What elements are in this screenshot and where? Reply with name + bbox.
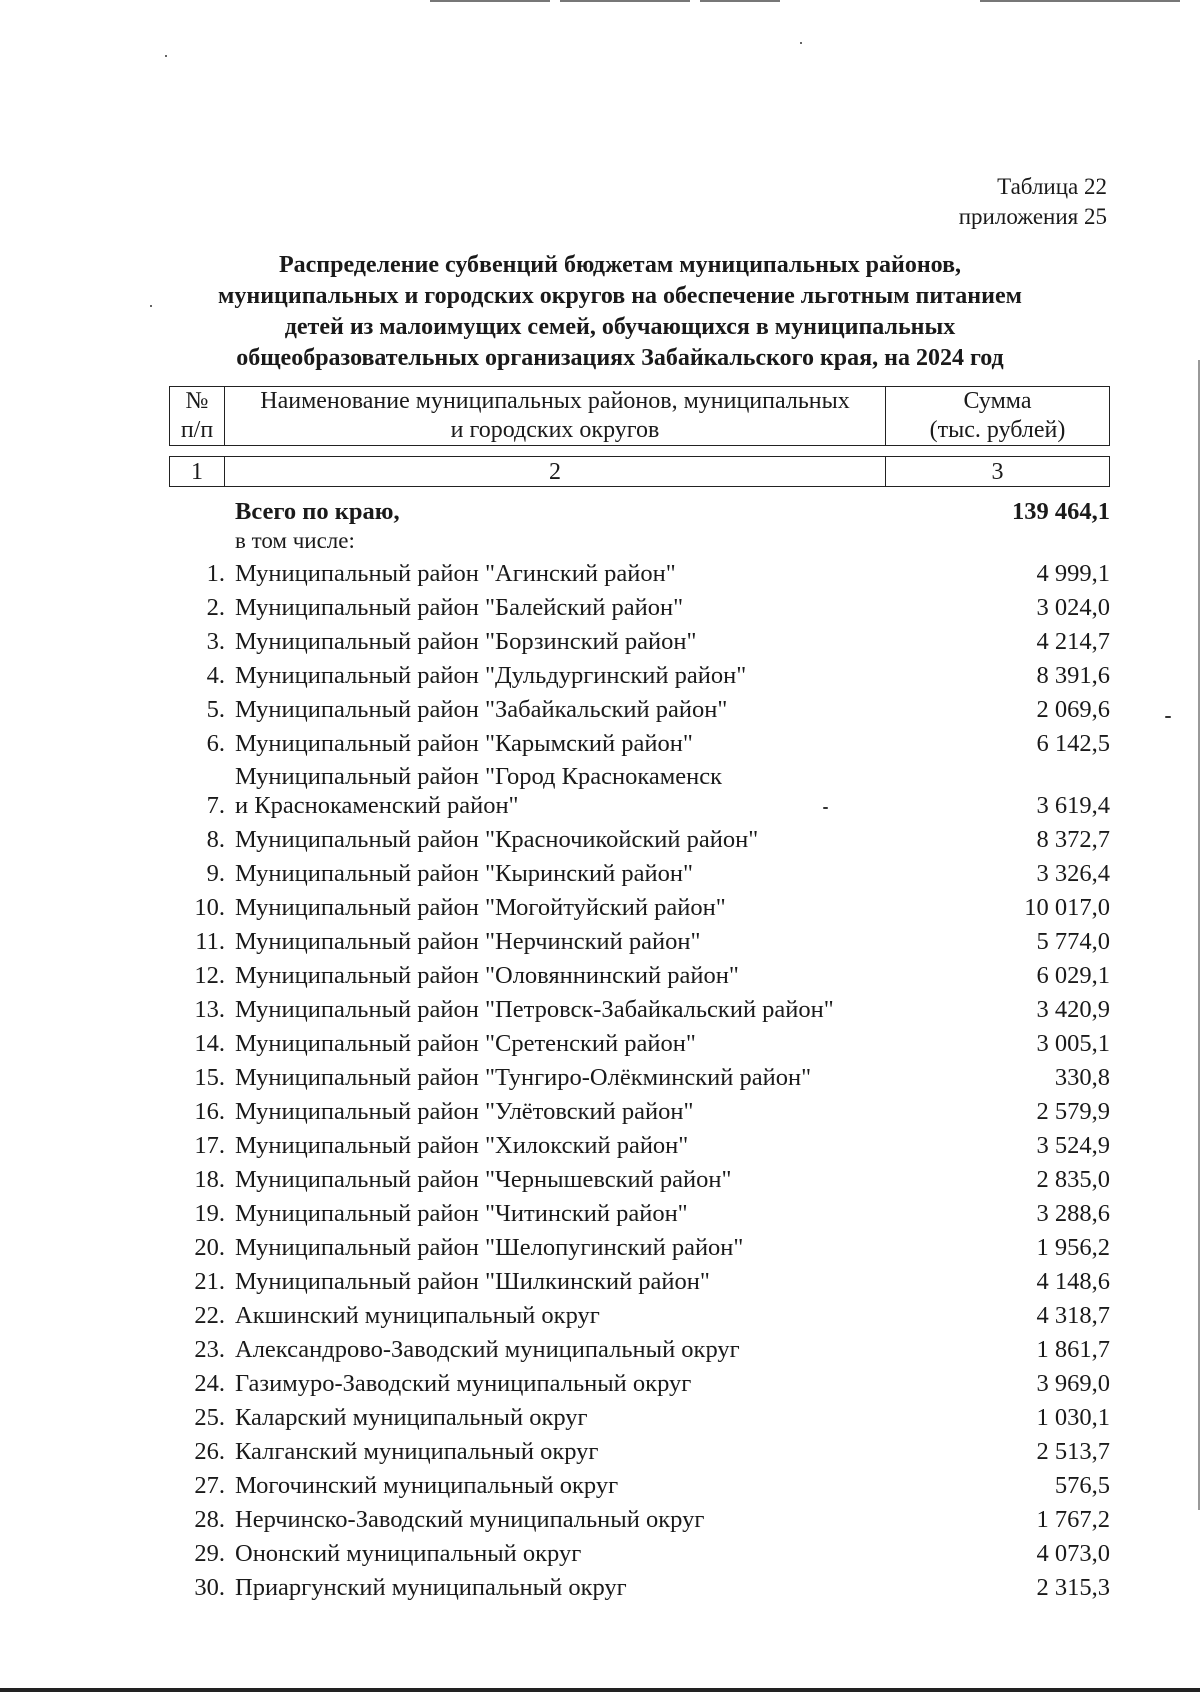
table-reference (959, 172, 1107, 232)
row-name: Муниципальный район "Шелопугинский район" (235, 1234, 744, 1261)
scan-speck (150, 305, 152, 307)
row-number: 10. (194, 894, 225, 921)
row-name: Муниципальный район "Оловяннинский район" (235, 962, 739, 989)
row-value: 3 524,9 (1036, 1132, 1110, 1159)
row-number: 26. (194, 1438, 225, 1465)
row-list (169, 554, 1110, 1602)
total-value: 139 464,1 (1012, 498, 1110, 525)
row-name: Муниципальный район "Чернышевский район" (235, 1166, 732, 1193)
row-number: 13. (194, 996, 225, 1023)
row-number: 9. (206, 860, 225, 887)
row-name: Александрово-Заводский муниципальный округ (235, 1336, 740, 1363)
header-number-cell (170, 387, 225, 446)
row-number: 29. (194, 1540, 225, 1567)
table-row (169, 1228, 1110, 1262)
table-row (169, 1568, 1110, 1602)
row-value: 2 835,0 (1036, 1166, 1110, 1193)
row-number: 4. (206, 662, 225, 689)
row-value: 4 999,1 (1036, 560, 1110, 587)
title-line: детей из малоимущих семей, обучающихся в муниципальных (284, 314, 956, 340)
table-row (169, 1126, 1110, 1160)
table-row (169, 1194, 1110, 1228)
row-name: Приаргунский муниципальный округ (235, 1574, 627, 1601)
row-name: Муниципальный район "Карымский район" (235, 730, 693, 757)
title-line: общеобразовательных организациях Забайкальского края, на 2024 год (236, 345, 1004, 371)
row-value: 1 767,2 (1036, 1506, 1110, 1533)
table-row (169, 1398, 1110, 1432)
row-number: 30. (194, 1574, 225, 1601)
row-name: Муниципальный район "Шилкинский район" (235, 1268, 710, 1295)
row-number: 21. (194, 1268, 225, 1295)
row-number: 16. (194, 1098, 225, 1125)
row-name: Муниципальный район "Балейский район" (235, 594, 684, 621)
row-value: 3 420,9 (1036, 996, 1110, 1023)
row-number: 23. (194, 1336, 225, 1363)
row-name: Муниципальный район "Борзинский район" (235, 628, 697, 655)
row-value: 4 073,0 (1036, 1540, 1110, 1567)
row-value: 3 969,0 (1036, 1370, 1110, 1397)
row-name: Муниципальный район "Сретенский район" (235, 1030, 696, 1057)
header-sum-sublabel: (тыс. рублей) (929, 417, 1066, 443)
table-row (169, 1160, 1110, 1194)
row-value: 2 513,7 (1036, 1438, 1110, 1465)
scan-speck (1165, 716, 1171, 718)
row-name: Муниципальный район "Кыринский район" (235, 860, 693, 887)
table-row (169, 690, 1110, 724)
row-name: Муниципальный район "Хилокский район" (235, 1132, 689, 1159)
including-label: в том числе: (235, 528, 355, 553)
table-row (169, 758, 1110, 820)
header-number-sublabel: п/п (180, 417, 214, 443)
table-number: Таблица 22 (997, 174, 1107, 199)
table-body (169, 492, 1110, 1602)
row-number: 5. (206, 696, 225, 723)
row-name-line: Муниципальный район "Город Краснокаменск (235, 763, 723, 790)
row-name: Нерчинско-Заводский муниципальный округ (235, 1506, 705, 1533)
column-number: 3 (886, 457, 1110, 487)
table-header (169, 386, 1110, 446)
table-row (169, 922, 1110, 956)
header-name-label: Наименование муниципальных районов, муниципальных (260, 388, 850, 414)
row-value: 576,5 (1054, 1472, 1110, 1499)
row-name: Акшинский муниципальный округ (235, 1302, 600, 1329)
table-row (169, 820, 1110, 854)
row-value: 1 956,2 (1036, 1234, 1110, 1261)
table-row (169, 1092, 1110, 1126)
total-row (169, 492, 1110, 526)
row-value: 3 288,6 (1036, 1200, 1110, 1227)
row-name-line: и Краснокаменский район" (235, 792, 519, 819)
row-name: Газимуро-Заводский муниципальный округ (235, 1370, 692, 1397)
table-row (169, 588, 1110, 622)
row-number: 18. (194, 1166, 225, 1193)
table-row (169, 1024, 1110, 1058)
row-value: 1 030,1 (1036, 1404, 1110, 1431)
row-number: 20. (194, 1234, 225, 1261)
table-row (169, 1466, 1110, 1500)
column-numbers (169, 456, 1110, 487)
table-row (169, 1432, 1110, 1466)
row-number: 3. (206, 628, 225, 655)
table-row (169, 656, 1110, 690)
table-row (169, 622, 1110, 656)
row-number: 8. (206, 826, 225, 853)
scan-top-edge (0, 0, 1200, 3)
table-row (169, 888, 1110, 922)
table-row (169, 990, 1110, 1024)
row-value: 3 024,0 (1036, 594, 1110, 621)
row-value: 4 214,7 (1036, 628, 1110, 655)
row-name: Муниципальный район "Забайкальский район" (235, 696, 728, 723)
row-number: 22. (194, 1302, 225, 1329)
row-name: Муниципальный район "Нерчинский район" (235, 928, 701, 955)
table-row (169, 1500, 1110, 1534)
scan-right-edge (1195, 360, 1200, 1510)
header-sum-cell (886, 387, 1110, 446)
table-row (169, 1058, 1110, 1092)
subtotal-caption-row (169, 526, 1110, 554)
row-value: 8 372,7 (1036, 826, 1110, 853)
row-name: Муниципальный район "Агинский район" (235, 560, 676, 587)
row-number: 1. (206, 560, 225, 587)
row-number: 27. (194, 1472, 225, 1499)
appendix-number: приложения 25 (958, 204, 1107, 229)
row-value: 10 017,0 (1024, 894, 1110, 921)
header-number-label: № (185, 388, 209, 414)
row-value: 4 148,6 (1036, 1268, 1110, 1295)
table-row (169, 956, 1110, 990)
row-value: 2 579,9 (1036, 1098, 1110, 1125)
row-value: 3 005,1 (1036, 1030, 1110, 1057)
row-number: 2. (206, 594, 225, 621)
table-row (169, 1262, 1110, 1296)
row-value: 8 391,6 (1036, 662, 1110, 689)
row-number: 15. (194, 1064, 225, 1091)
scan-speck (165, 55, 167, 57)
row-value: 6 142,5 (1036, 730, 1110, 757)
row-value: 4 318,7 (1036, 1302, 1110, 1329)
row-name: Муниципальный район "Тунгиро-Олёкминский район" (235, 1064, 812, 1091)
row-name: Ононский муниципальный округ (235, 1540, 582, 1567)
row-value: 3 326,4 (1036, 860, 1110, 887)
row-value: 5 774,0 (1036, 928, 1110, 955)
header-name-cell (225, 387, 886, 446)
row-number: 7. (206, 792, 225, 819)
row-number: 11. (195, 928, 225, 955)
row-number: 25. (194, 1404, 225, 1431)
row-value: 2 069,6 (1036, 696, 1110, 723)
row-number: 19. (194, 1200, 225, 1227)
row-value: 330,8 (1054, 1064, 1110, 1091)
table-row (169, 554, 1110, 588)
scan-bottom-edge (0, 1688, 1200, 1692)
row-number: 12. (194, 962, 225, 989)
row-value: 6 029,1 (1036, 962, 1110, 989)
column-number: 2 (225, 457, 886, 487)
table-row (169, 1330, 1110, 1364)
table-row (169, 1364, 1110, 1398)
row-number: 28. (194, 1506, 225, 1533)
row-number: 17. (194, 1132, 225, 1159)
row-value: 1 861,7 (1036, 1336, 1110, 1363)
row-name: Муниципальный район "Красночикойский район" (235, 826, 759, 853)
row-number: 6. (206, 730, 225, 757)
table-row (169, 1534, 1110, 1568)
document-title (165, 250, 1075, 374)
row-name: Могочинский муниципальный округ (235, 1472, 619, 1499)
row-name: Муниципальный район "Читинский район" (235, 1200, 688, 1227)
column-number: 1 (170, 457, 225, 487)
row-number: 14. (194, 1030, 225, 1057)
row-name (229, 762, 950, 820)
row-value: 3 619,4 (1036, 792, 1110, 819)
row-number: 24. (194, 1370, 225, 1397)
title-line: муниципальных и городских округов на обеспечение льготным питанием (218, 283, 1022, 309)
header-name-sublabel: и городских округов (450, 417, 660, 443)
row-name: Калганский муниципальный округ (235, 1438, 599, 1465)
header-sum-label: Сумма (963, 388, 1032, 414)
total-label: Всего по краю, (235, 498, 400, 525)
row-name: Каларский муниципальный округ (235, 1404, 588, 1431)
table-row (169, 854, 1110, 888)
title-line: Распределение субвенций бюджетам муниципальных районов, (278, 252, 962, 278)
scan-speck (800, 42, 802, 44)
row-name: Муниципальный район "Петровск-Забайкальский район" (235, 996, 834, 1023)
row-name: Муниципальный район "Улётовский район" (235, 1098, 694, 1125)
row-name: Муниципальный район "Дульдургинский район" (235, 662, 747, 689)
table-row (169, 1296, 1110, 1330)
row-name: Муниципальный район "Могойтуйский район" (235, 894, 726, 921)
row-value: 2 315,3 (1036, 1574, 1110, 1601)
table-row (169, 724, 1110, 758)
